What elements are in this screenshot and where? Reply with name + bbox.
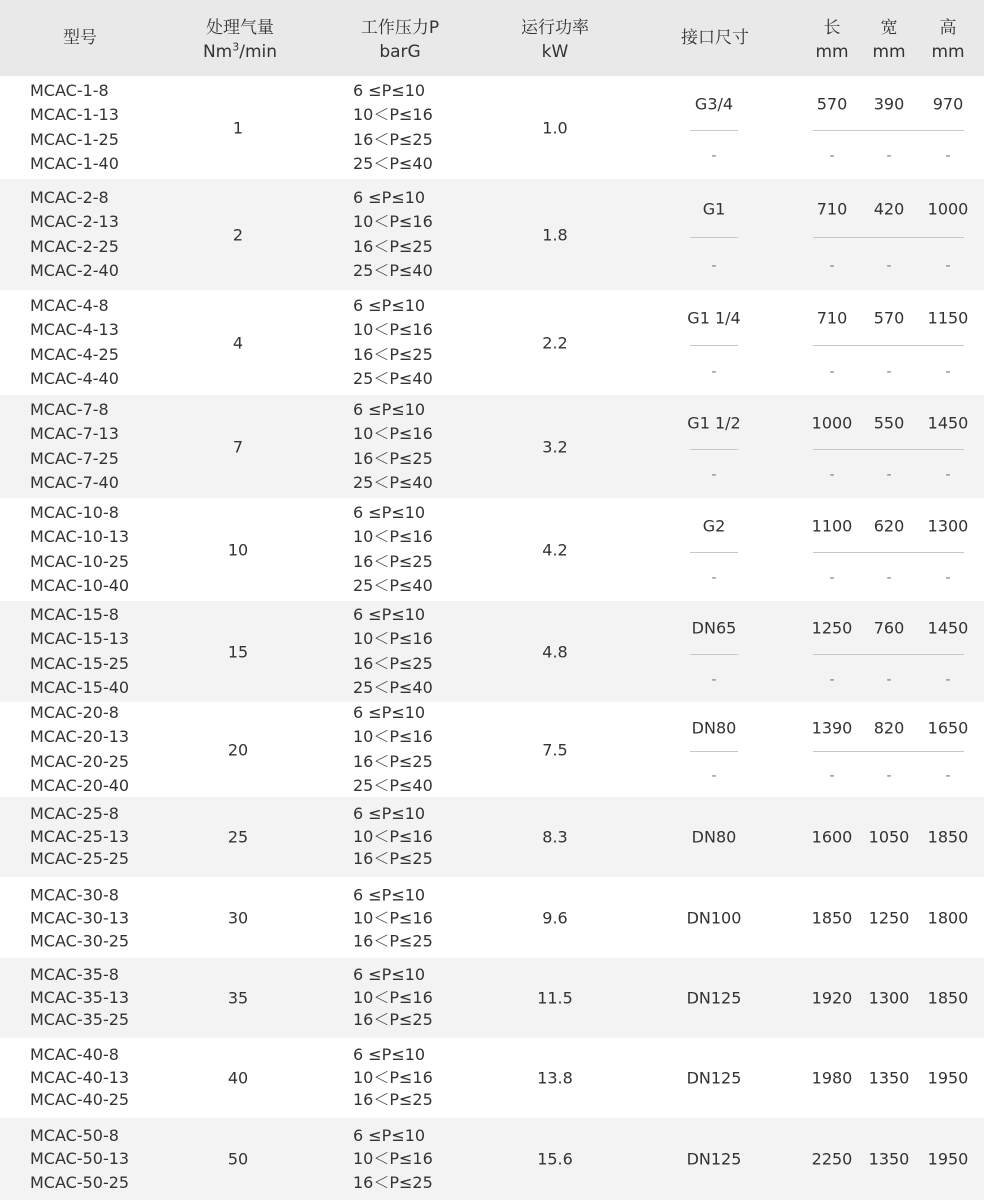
header-pressure-unit: barG <box>379 42 421 62</box>
pressure-range: 16＜P≤25 <box>353 1172 433 1192</box>
height-alt: - <box>945 467 951 484</box>
table-row <box>0 179 984 290</box>
table-row <box>0 702 984 797</box>
width-alt: - <box>886 671 892 688</box>
model-name: MCAC-20-25 <box>30 751 130 771</box>
model-name: MCAC-50-13 <box>30 1149 130 1169</box>
pressure-range: 16＜P≤25 <box>353 551 433 571</box>
pressure-range: 10＜P≤16 <box>353 212 433 231</box>
power-value: 1.0 <box>542 118 568 137</box>
flow-unit-tail: /min <box>239 42 278 62</box>
pressure-range: 25＜P≤40 <box>353 154 433 173</box>
pressure-range: 16＜P≤25 <box>353 849 433 869</box>
pressure-list <box>353 294 433 392</box>
model-name: MCAC-7-8 <box>30 399 109 419</box>
pressure-list <box>353 603 433 701</box>
connection-alt: - <box>711 570 717 587</box>
pressure-list <box>353 79 433 177</box>
model-name: MCAC-30-25 <box>30 931 130 950</box>
width-value: 1350 <box>868 1068 910 1088</box>
header-pressure-label: 工作压力P <box>360 18 440 38</box>
header-connection-label: 接口尺寸 <box>681 28 749 48</box>
table-row <box>0 395 984 498</box>
table-row <box>0 290 984 395</box>
length-value: 1850 <box>811 908 853 927</box>
header-length-unit: mm <box>815 42 849 62</box>
power-value: 1.8 <box>542 225 568 244</box>
width-value: 1350 <box>868 1149 910 1169</box>
length-alt: - <box>829 768 835 785</box>
header-power-label: 运行功率 <box>521 18 589 38</box>
length-value: 710 <box>816 308 848 328</box>
header-flow-unit <box>180 40 300 64</box>
pressure-range: 10＜P≤16 <box>353 527 433 546</box>
pressure-list <box>353 803 433 871</box>
pressure-range: 6 ≤P≤10 <box>353 885 426 904</box>
connection-divider <box>690 345 738 346</box>
pressure-range: 16＜P≤25 <box>353 236 433 256</box>
model-name: MCAC-40-13 <box>30 1067 130 1087</box>
flow-value: 40 <box>227 1068 249 1088</box>
table-row <box>0 1118 984 1200</box>
connection-size: DN125 <box>686 1149 742 1169</box>
power-value: 4.8 <box>542 642 568 661</box>
flow-value: 50 <box>227 1149 249 1169</box>
connection-size: DN80 <box>691 827 737 847</box>
height-value: 1800 <box>927 908 969 927</box>
power-value: 4.2 <box>542 540 568 559</box>
pressure-range: 16＜P≤25 <box>353 653 433 673</box>
dimension-divider <box>813 751 964 752</box>
pressure-list <box>353 398 433 496</box>
model-list <box>30 1044 129 1112</box>
connection-divider <box>690 751 738 752</box>
pressure-range: 6 ≤P≤10 <box>353 803 426 823</box>
width-value: 420 <box>873 199 905 219</box>
pressure-range: 25＜P≤40 <box>353 776 433 795</box>
pressure-range: 25＜P≤40 <box>353 473 433 492</box>
connection-size: G1 1/2 <box>687 413 741 433</box>
pressure-range: 16＜P≤25 <box>353 448 433 468</box>
pressure-range: 25＜P≤40 <box>353 261 433 280</box>
header-flow-label: 处理气量 <box>206 18 274 38</box>
connection-size: G1 1/4 <box>687 308 741 328</box>
length-value: 570 <box>816 94 848 114</box>
connection-alt: - <box>711 768 717 785</box>
model-name: MCAC-40-25 <box>30 1090 130 1110</box>
height-alt: - <box>945 148 951 165</box>
length-alt: - <box>829 467 835 484</box>
model-name: MCAC-10-13 <box>30 527 130 546</box>
header-connection <box>665 26 765 50</box>
table-row <box>0 498 984 601</box>
header-model-label: 型号 <box>63 28 97 48</box>
pressure-list <box>353 186 433 284</box>
flow-value: 1 <box>232 118 244 137</box>
table-row <box>0 797 984 877</box>
table-header <box>0 0 984 76</box>
power-value: 13.8 <box>537 1068 573 1088</box>
header-pressure <box>335 16 465 64</box>
dimension-divider <box>813 654 964 655</box>
pressure-range: 6 ≤P≤10 <box>353 399 426 419</box>
model-list <box>30 803 129 871</box>
header-flow <box>180 16 300 64</box>
table-row <box>0 958 984 1038</box>
pressure-range: 16＜P≤25 <box>353 931 433 950</box>
connection-size: DN65 <box>691 618 737 638</box>
flow-value: 25 <box>227 827 249 847</box>
model-name: MCAC-2-40 <box>30 261 119 280</box>
connection-size: DN125 <box>686 988 742 1008</box>
model-list <box>30 701 129 799</box>
model-list <box>30 603 129 701</box>
table-row <box>0 601 984 702</box>
height-alt: - <box>945 768 951 785</box>
length-alt: - <box>829 671 835 688</box>
model-name: MCAC-50-8 <box>30 1126 119 1146</box>
connection-size: G1 <box>702 199 726 219</box>
model-name: MCAC-15-13 <box>30 629 130 648</box>
pressure-range: 6 ≤P≤10 <box>353 964 426 984</box>
pressure-range: 10＜P≤16 <box>353 629 433 648</box>
height-value: 1150 <box>927 308 969 328</box>
length-alt: - <box>829 570 835 587</box>
width-alt: - <box>886 148 892 165</box>
header-length-label: 长 <box>823 18 841 38</box>
model-name: MCAC-10-25 <box>30 551 130 571</box>
model-name: MCAC-25-25 <box>30 849 130 869</box>
width-value: 1300 <box>868 988 910 1008</box>
pressure-list <box>353 964 433 1032</box>
model-name: MCAC-1-40 <box>30 154 119 173</box>
length-value: 1390 <box>811 718 853 738</box>
dimension-divider <box>813 552 964 553</box>
model-name: MCAC-30-13 <box>30 908 130 927</box>
header-height <box>923 16 973 64</box>
pressure-range: 6 ≤P≤10 <box>353 1044 426 1064</box>
pressure-range: 10＜P≤16 <box>353 105 433 124</box>
connection-divider <box>690 130 738 131</box>
model-name: MCAC-30-8 <box>30 885 119 904</box>
power-value: 9.6 <box>542 908 568 927</box>
model-name: MCAC-10-8 <box>30 502 119 522</box>
pressure-range: 6 ≤P≤10 <box>353 702 426 722</box>
width-value: 550 <box>873 413 905 433</box>
model-list <box>30 501 129 599</box>
connection-divider <box>690 654 738 655</box>
pressure-range: 10＜P≤16 <box>353 1067 433 1087</box>
pressure-range: 16＜P≤25 <box>353 751 433 771</box>
pressure-range: 6 ≤P≤10 <box>353 187 426 207</box>
model-name: MCAC-35-13 <box>30 987 130 1007</box>
length-value: 1980 <box>811 1068 853 1088</box>
pressure-range: 25＜P≤40 <box>353 369 433 388</box>
width-value: 1250 <box>868 908 910 927</box>
model-list <box>30 186 119 284</box>
height-value: 1850 <box>927 827 969 847</box>
connection-divider <box>690 237 738 238</box>
connection-alt: - <box>711 363 717 380</box>
model-name: MCAC-40-8 <box>30 1044 119 1064</box>
height-alt: - <box>945 671 951 688</box>
pressure-list <box>353 1044 433 1112</box>
header-length <box>807 16 857 64</box>
flow-unit-sup: 3 <box>232 40 240 54</box>
pressure-list <box>353 883 433 952</box>
length-alt: - <box>829 148 835 165</box>
model-name: MCAC-2-8 <box>30 187 109 207</box>
length-value: 1000 <box>811 413 853 433</box>
power-value: 11.5 <box>537 988 573 1008</box>
connection-size: G2 <box>702 516 726 536</box>
width-alt: - <box>886 257 892 274</box>
header-width-unit: mm <box>872 42 906 62</box>
pressure-range: 6 ≤P≤10 <box>353 502 426 522</box>
pressure-range: 10＜P≤16 <box>353 320 433 339</box>
pressure-list <box>353 1124 433 1194</box>
model-name: MCAC-35-25 <box>30 1010 130 1030</box>
height-value: 1300 <box>927 516 969 536</box>
model-name: MCAC-20-40 <box>30 776 130 795</box>
model-name: MCAC-2-25 <box>30 236 119 256</box>
connection-size: DN125 <box>686 1068 742 1088</box>
model-name: MCAC-7-25 <box>30 448 119 468</box>
height-value: 1850 <box>927 988 969 1008</box>
pressure-range: 10＜P≤16 <box>353 1149 433 1169</box>
flow-value: 20 <box>227 740 249 759</box>
model-list <box>30 294 119 392</box>
model-name: MCAC-20-8 <box>30 702 119 722</box>
dimension-divider <box>813 130 964 131</box>
model-list <box>30 79 119 177</box>
power-value: 8.3 <box>542 827 568 847</box>
model-list <box>30 398 119 496</box>
model-name: MCAC-2-13 <box>30 212 119 231</box>
pressure-list <box>353 501 433 599</box>
connection-divider <box>690 449 738 450</box>
dimension-divider <box>813 449 964 450</box>
flow-value: 15 <box>227 642 249 661</box>
height-value: 1000 <box>927 199 969 219</box>
model-list <box>30 883 129 952</box>
model-name: MCAC-20-13 <box>30 727 130 746</box>
height-alt: - <box>945 363 951 380</box>
dimension-divider <box>813 237 964 238</box>
pressure-list <box>353 701 433 799</box>
connection-size: DN80 <box>691 718 737 738</box>
width-value: 570 <box>873 308 905 328</box>
model-name: MCAC-4-13 <box>30 320 119 339</box>
model-name: MCAC-1-13 <box>30 105 119 124</box>
connection-alt: - <box>711 148 717 165</box>
pressure-range: 10＜P≤16 <box>353 908 433 927</box>
width-value: 1050 <box>868 827 910 847</box>
pressure-range: 6 ≤P≤10 <box>353 1126 426 1146</box>
model-name: MCAC-4-40 <box>30 369 119 388</box>
model-name: MCAC-25-13 <box>30 826 130 846</box>
table-row <box>0 1038 984 1118</box>
pressure-range: 6 ≤P≤10 <box>353 295 426 315</box>
header-height-unit: mm <box>931 42 965 62</box>
model-name: MCAC-4-25 <box>30 344 119 364</box>
height-value: 1950 <box>927 1068 969 1088</box>
flow-value: 2 <box>232 225 244 244</box>
connection-divider <box>690 552 738 553</box>
height-value: 1450 <box>927 618 969 638</box>
header-height-label: 高 <box>939 18 957 38</box>
header-width <box>864 16 914 64</box>
power-value: 15.6 <box>537 1149 573 1169</box>
width-alt: - <box>886 467 892 484</box>
width-value: 820 <box>873 718 905 738</box>
model-list <box>30 1124 129 1194</box>
connection-alt: - <box>711 467 717 484</box>
length-value: 2250 <box>811 1149 853 1169</box>
connection-size: G3/4 <box>694 94 734 114</box>
pressure-range: 25＜P≤40 <box>353 678 433 697</box>
pressure-range: 10＜P≤16 <box>353 987 433 1007</box>
pressure-range: 10＜P≤16 <box>353 424 433 443</box>
header-power <box>505 16 605 64</box>
length-value: 1600 <box>811 827 853 847</box>
table-row <box>0 877 984 958</box>
model-name: MCAC-7-13 <box>30 424 119 443</box>
width-alt: - <box>886 363 892 380</box>
pressure-range: 6 ≤P≤10 <box>353 604 426 624</box>
width-alt: - <box>886 570 892 587</box>
table-row <box>0 76 984 179</box>
flow-unit-base: Nm <box>202 42 233 62</box>
header-power-unit: kW <box>541 42 569 62</box>
pressure-range: 10＜P≤16 <box>353 826 433 846</box>
flow-value: 4 <box>232 333 244 352</box>
pressure-range: 16＜P≤25 <box>353 344 433 364</box>
model-name: MCAC-4-8 <box>30 295 109 315</box>
power-value: 2.2 <box>542 333 568 352</box>
power-value: 7.5 <box>542 740 568 759</box>
model-name: MCAC-7-40 <box>30 473 119 492</box>
flow-value: 10 <box>227 540 249 559</box>
length-value: 1250 <box>811 618 853 638</box>
connection-alt: - <box>711 671 717 688</box>
pressure-range: 16＜P≤25 <box>353 129 433 149</box>
height-value: 1950 <box>927 1149 969 1169</box>
model-name: MCAC-25-8 <box>30 803 119 823</box>
model-name: MCAC-15-25 <box>30 653 130 673</box>
height-alt: - <box>945 570 951 587</box>
pressure-range: 10＜P≤16 <box>353 727 433 746</box>
height-value: 970 <box>932 94 964 114</box>
dimension-divider <box>813 345 964 346</box>
model-name: MCAC-35-8 <box>30 964 119 984</box>
pressure-range: 25＜P≤40 <box>353 576 433 595</box>
flow-value: 7 <box>232 437 244 456</box>
width-value: 390 <box>873 94 905 114</box>
connection-alt: - <box>711 257 717 274</box>
model-name: MCAC-50-25 <box>30 1172 130 1192</box>
model-name: MCAC-1-8 <box>30 80 109 100</box>
header-model <box>45 26 115 50</box>
model-name: MCAC-10-40 <box>30 576 130 595</box>
model-name: MCAC-15-40 <box>30 678 130 697</box>
pressure-range: 16＜P≤25 <box>353 1090 433 1110</box>
connection-size: DN100 <box>686 908 742 927</box>
flow-value: 35 <box>227 988 249 1008</box>
height-alt: - <box>945 257 951 274</box>
length-alt: - <box>829 363 835 380</box>
pressure-range: 6 ≤P≤10 <box>353 80 426 100</box>
width-alt: - <box>886 768 892 785</box>
header-width-label: 宽 <box>880 18 898 38</box>
width-value: 760 <box>873 618 905 638</box>
pressure-range: 16＜P≤25 <box>353 1010 433 1030</box>
model-name: MCAC-1-25 <box>30 129 119 149</box>
height-value: 1650 <box>927 718 969 738</box>
model-name: MCAC-15-8 <box>30 604 119 624</box>
height-value: 1450 <box>927 413 969 433</box>
length-value: 710 <box>816 199 848 219</box>
model-list <box>30 964 129 1032</box>
flow-value: 30 <box>227 908 249 927</box>
width-value: 620 <box>873 516 905 536</box>
length-alt: - <box>829 257 835 274</box>
power-value: 3.2 <box>542 437 568 456</box>
length-value: 1920 <box>811 988 853 1008</box>
length-value: 1100 <box>811 516 853 536</box>
